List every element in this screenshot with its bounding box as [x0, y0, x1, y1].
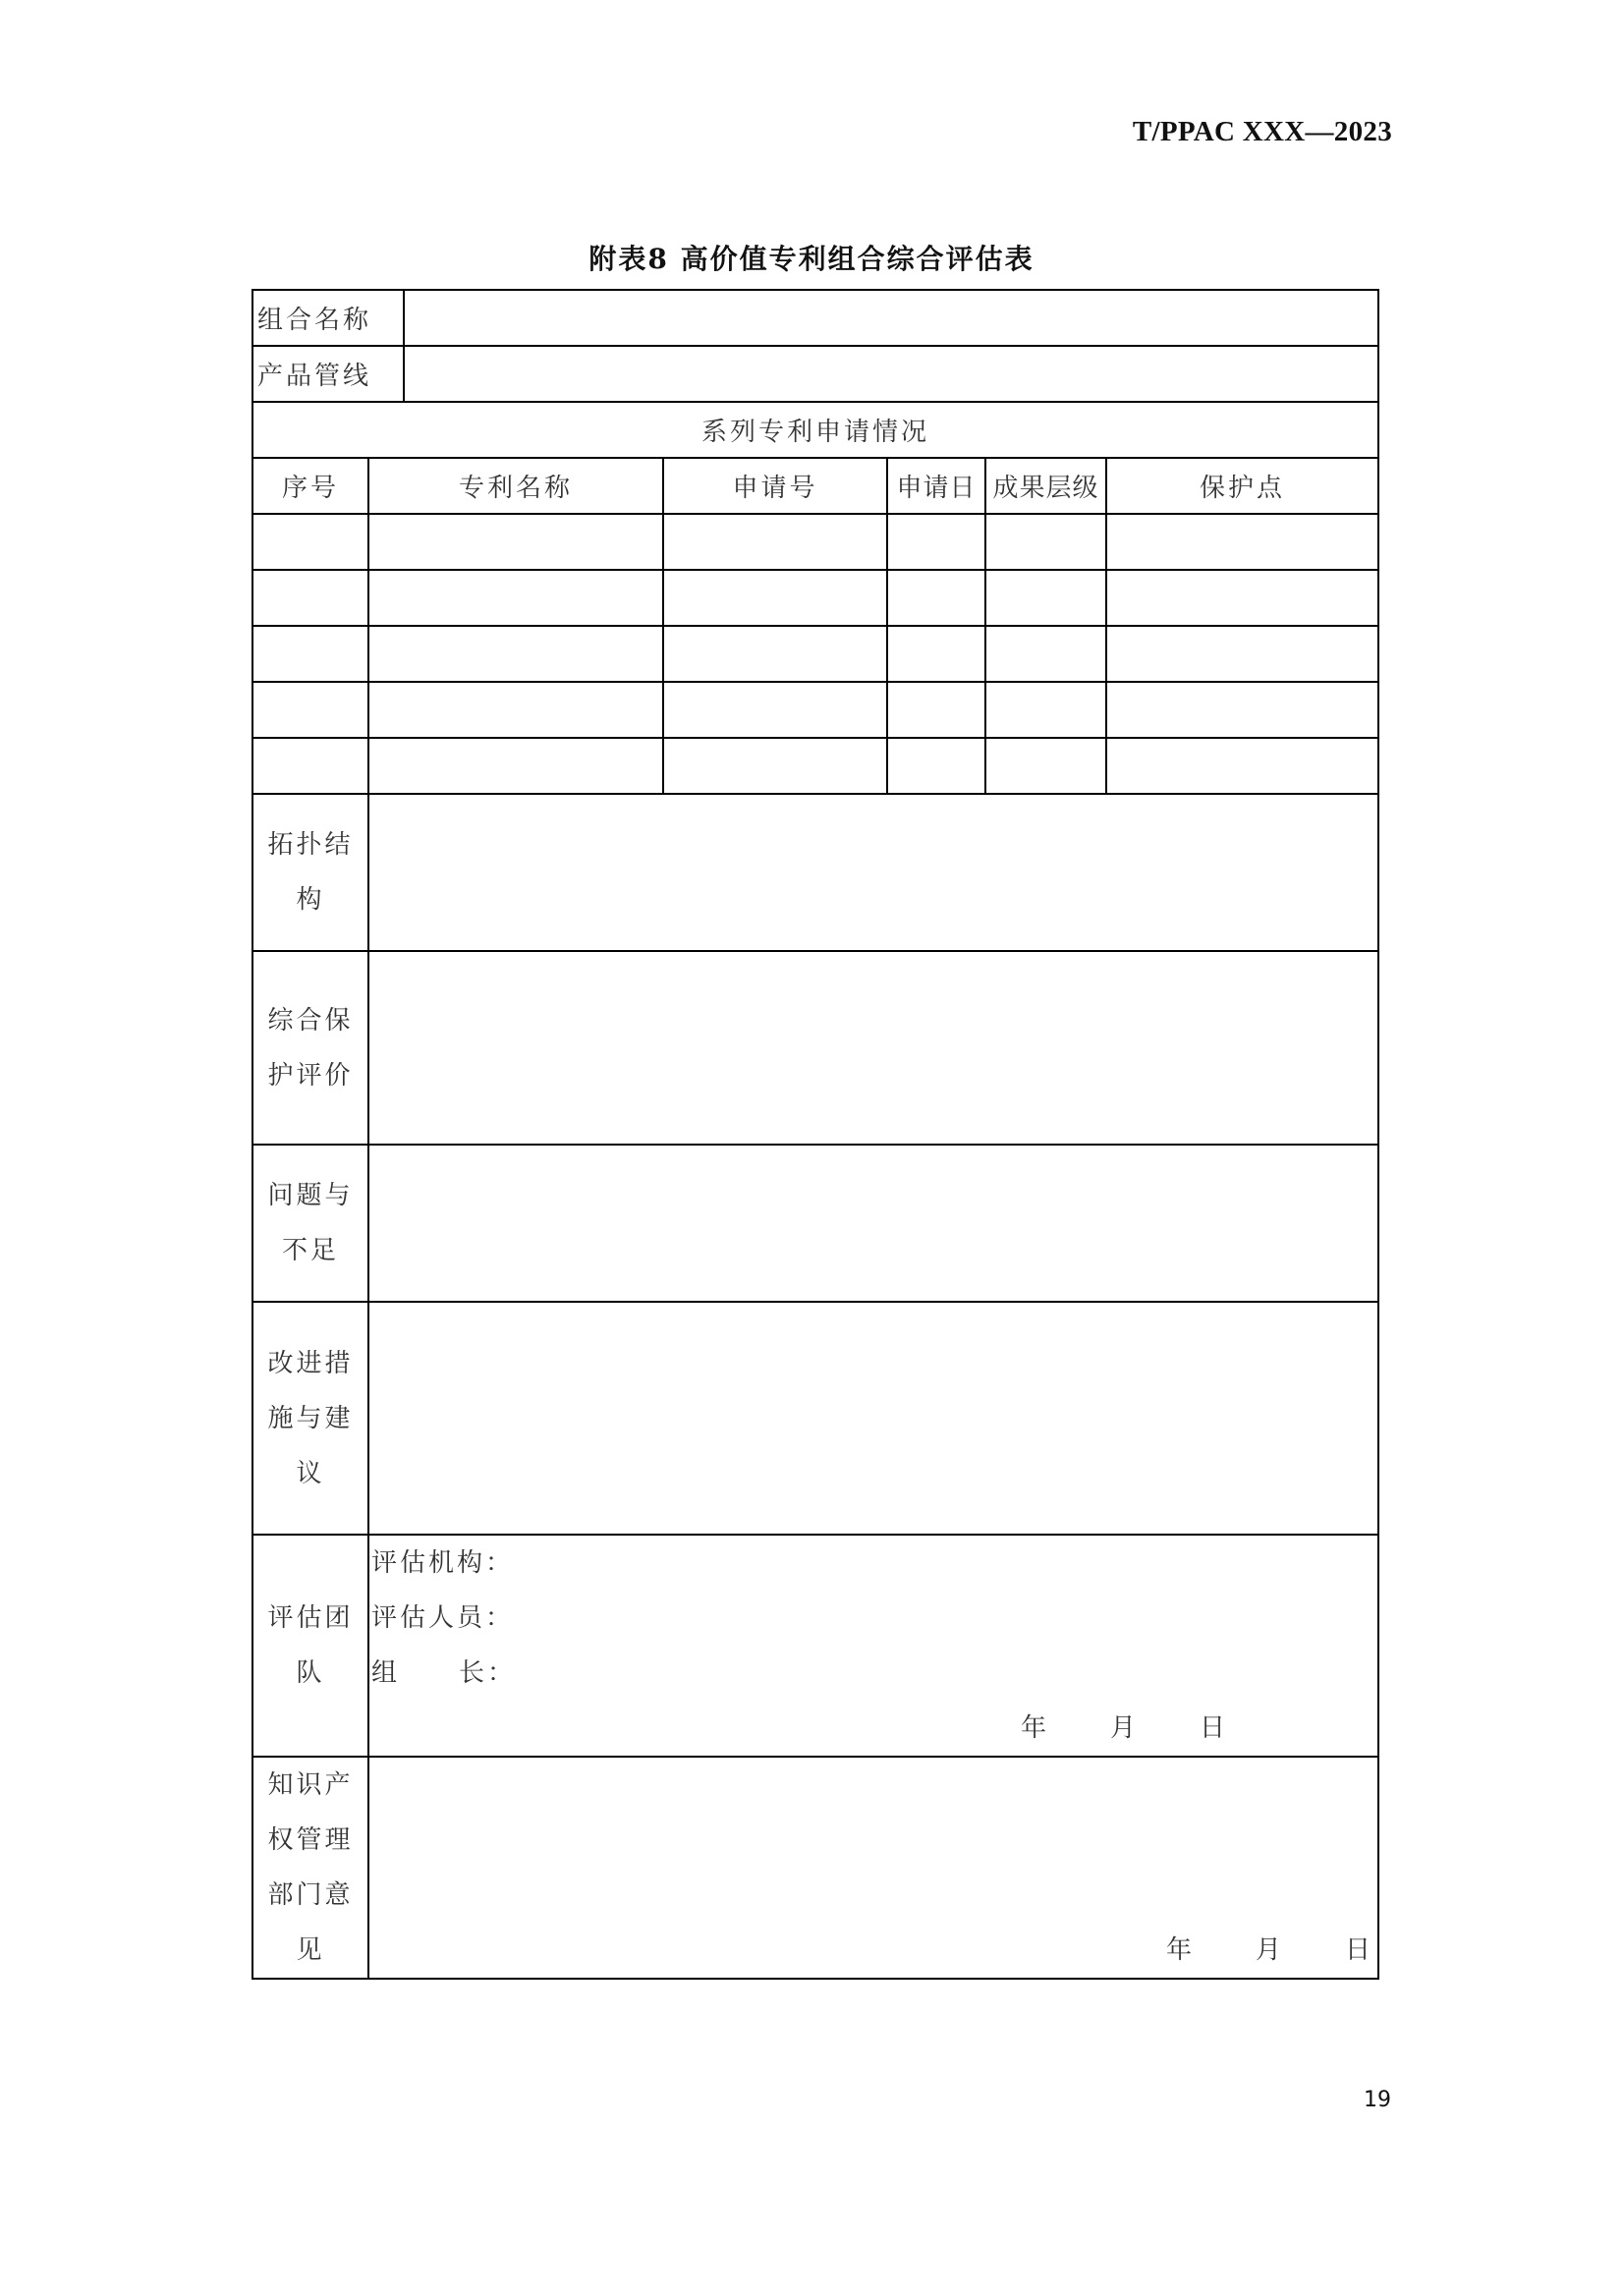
protection-eval-row — [252, 951, 1378, 1145]
patent-name-cell[interactable] — [368, 570, 663, 626]
portfolio-name-field[interactable] — [404, 290, 1378, 346]
protection-points-cell[interactable] — [1106, 738, 1378, 794]
table-row — [252, 626, 1378, 682]
improvements-label: 改进措 施与建 议 — [252, 1302, 368, 1535]
protection-eval-field[interactable] — [368, 951, 1378, 1145]
result-level-cell[interactable] — [985, 514, 1106, 570]
issues-row — [252, 1145, 1378, 1302]
document-code: T/PPAC XXX—2023 — [1132, 116, 1392, 147]
ip-dept-row — [252, 1757, 1378, 1979]
evaluation-org-line[interactable]: 评估机构： — [371, 1548, 515, 1578]
evaluation-staff-line[interactable]: 评估人员： — [371, 1603, 515, 1633]
col-header-application-date: 申请日 — [887, 458, 985, 514]
col-header-protection-points: 保护点 — [1106, 458, 1378, 514]
serial-cell[interactable] — [252, 514, 368, 570]
team-field — [368, 1535, 1378, 1757]
patent-name-cell[interactable] — [368, 626, 663, 682]
team-row — [252, 1535, 1378, 1757]
section-header-row — [252, 402, 1378, 458]
result-level-cell[interactable] — [985, 682, 1106, 738]
ip-dept-label: 知识产 权管理 部门意 见 — [252, 1757, 368, 1979]
application-date-cell[interactable] — [887, 738, 985, 794]
serial-cell[interactable] — [252, 626, 368, 682]
table-row — [252, 514, 1378, 570]
form-title: 附表8 高价值专利组合综合评估表 — [588, 243, 1035, 275]
product-pipeline-field[interactable] — [404, 346, 1378, 402]
team-leader-line[interactable]: 组 长： — [371, 1658, 517, 1688]
evaluation-form — [252, 289, 1379, 1980]
improvements-row — [252, 1302, 1378, 1535]
issues-field[interactable] — [368, 1145, 1378, 1302]
ip-dept-opinion-field[interactable] — [368, 1757, 1378, 1979]
protection-points-cell[interactable] — [1106, 514, 1378, 570]
col-header-application-no: 申请号 — [663, 458, 887, 514]
application-no-cell[interactable] — [663, 738, 887, 794]
ip-dept-sign-date: 年 月 日 — [1165, 1935, 1374, 1965]
application-no-cell[interactable] — [663, 682, 887, 738]
team-sign-date: 年 月 日 — [1020, 1713, 1229, 1743]
serial-cell[interactable] — [252, 682, 368, 738]
application-no-cell[interactable] — [663, 514, 887, 570]
serial-cell[interactable] — [252, 570, 368, 626]
protection-points-cell[interactable] — [1106, 682, 1378, 738]
patent-name-cell[interactable] — [368, 738, 663, 794]
issues-label: 问题与 不足 — [252, 1145, 368, 1302]
application-date-cell[interactable] — [887, 626, 985, 682]
result-level-cell[interactable] — [985, 570, 1106, 626]
application-no-cell[interactable] — [663, 626, 887, 682]
topology-row — [252, 794, 1378, 951]
table-row — [252, 570, 1378, 626]
product-pipeline-row — [252, 346, 1378, 402]
col-header-patent-name: 专利名称 — [368, 458, 663, 514]
page-number: 19 — [1364, 2088, 1391, 2112]
serial-cell[interactable] — [252, 738, 368, 794]
portfolio-name-row — [252, 290, 1378, 346]
patent-table-header — [252, 458, 1378, 514]
patent-application-section-title: 系列专利申请情况 — [252, 402, 1378, 458]
patent-name-cell[interactable] — [368, 682, 663, 738]
col-header-serial: 序号 — [252, 458, 368, 514]
application-date-cell[interactable] — [887, 682, 985, 738]
patent-name-cell[interactable] — [368, 514, 663, 570]
table-row — [252, 682, 1378, 738]
protection-points-cell[interactable] — [1106, 570, 1378, 626]
protection-eval-label: 综合保 护评价 — [252, 951, 368, 1145]
col-header-result-level: 成果层级 — [985, 458, 1106, 514]
team-label: 评估团 队 — [252, 1535, 368, 1757]
application-date-cell[interactable] — [887, 514, 985, 570]
result-level-cell[interactable] — [985, 626, 1106, 682]
improvements-field[interactable] — [368, 1302, 1378, 1535]
protection-points-cell[interactable] — [1106, 626, 1378, 682]
application-no-cell[interactable] — [663, 570, 887, 626]
application-date-cell[interactable] — [887, 570, 985, 626]
topology-field[interactable] — [368, 794, 1378, 951]
product-pipeline-label: 产品管线 — [252, 346, 404, 402]
result-level-cell[interactable] — [985, 738, 1106, 794]
topology-label: 拓扑结 构 — [252, 794, 368, 951]
portfolio-name-label: 组合名称 — [252, 290, 404, 346]
table-row — [252, 738, 1378, 794]
